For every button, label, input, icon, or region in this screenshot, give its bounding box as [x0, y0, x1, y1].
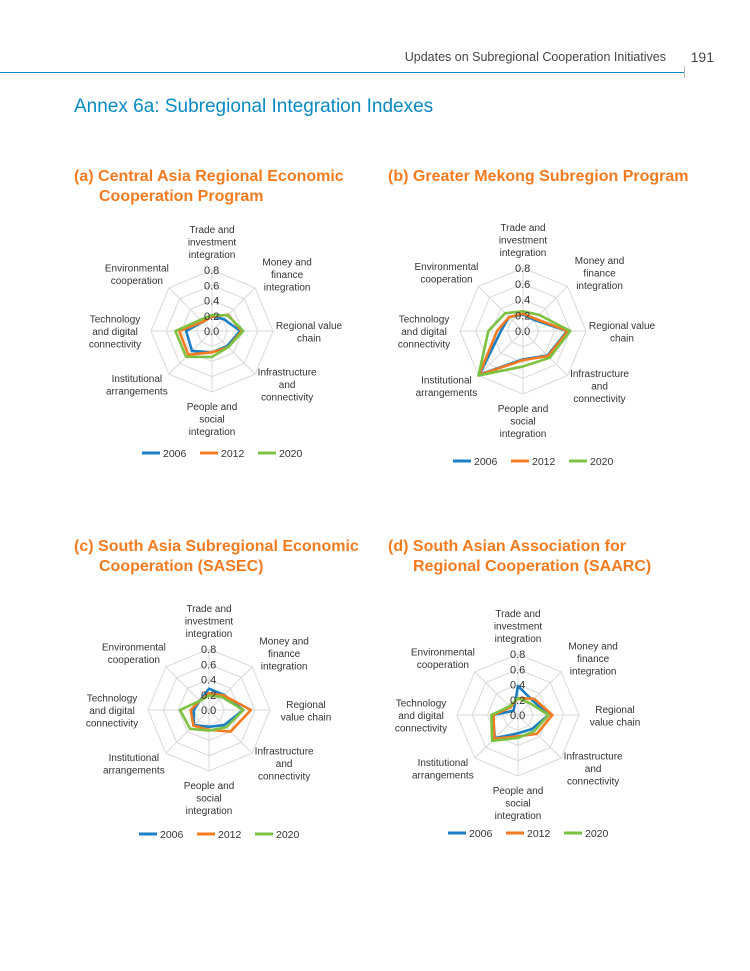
- axis-label: Infrastructure and connectivity: [570, 369, 630, 406]
- legend-label-2006: 2006: [163, 448, 187, 460]
- legend-label-2006: 2006: [469, 828, 493, 840]
- tick-label: 0.2: [510, 694, 526, 707]
- axis-label: Trade and investment integration: [498, 223, 548, 259]
- axis-label: Institutional arrangements: [412, 757, 474, 782]
- axis-label: Infrastructure and connectivity: [254, 746, 314, 783]
- tick-label: 0.0: [515, 326, 531, 338]
- tick-label: 0.8: [204, 265, 220, 277]
- panel-d-title-line2: Regional Cooperation (SAARC): [413, 558, 652, 575]
- tick-label: 0.8: [201, 644, 217, 656]
- tick-label: 0.4: [510, 679, 526, 692]
- tick-label: 0.2: [515, 310, 531, 323]
- axis-label: Institutional arrangements: [415, 375, 478, 399]
- legend-label-2012: 2012: [532, 456, 556, 468]
- tick-label: 0.0: [204, 326, 220, 338]
- tick-label: 0.8: [515, 263, 531, 275]
- tick-label: 0.4: [204, 295, 220, 308]
- radar-chart-c: [86, 604, 331, 841]
- legend-label-2020: 2020: [279, 448, 303, 460]
- panel-d-title-line1: South Asian Association for: [412, 538, 626, 555]
- axis-label: Technology and digital connectivity: [85, 693, 139, 730]
- legend: [142, 448, 303, 460]
- axis-label: Environmental cooperation: [414, 262, 479, 286]
- axis-label: Trade and investment integration: [184, 604, 234, 640]
- axis-label: People and social integration: [492, 786, 544, 822]
- legend-label-2006: 2006: [160, 829, 184, 841]
- tick-label: 0.2: [201, 689, 217, 702]
- legend: [139, 829, 300, 841]
- panel-d-label: (d): [388, 538, 409, 555]
- axis-label: Money and finance integration: [568, 641, 618, 678]
- axis-label: Regional value chain: [588, 320, 656, 345]
- panel-c-label: (c): [74, 538, 94, 555]
- axis-label: People and social integration: [497, 404, 549, 440]
- panel-c-title-line2: Cooperation (SASEC): [99, 558, 264, 575]
- legend-label-2020: 2020: [590, 456, 614, 468]
- legend-label-2006: 2006: [474, 456, 498, 468]
- axis-label: People and social integration: [183, 781, 235, 817]
- tick-label: 0.2: [204, 310, 220, 323]
- axis-label: Regional value chain: [589, 704, 641, 729]
- axis-label: Institutional arrangements: [106, 373, 168, 398]
- panel-b-title-line1: Greater Mekong Subregion Program: [412, 168, 689, 185]
- axis-label: Environmental cooperation: [410, 647, 475, 672]
- axis-label: Technology and digital connectivity: [394, 698, 448, 735]
- axis-label: Technology and digital connectivity: [397, 314, 451, 351]
- axis-label: Money and finance integration: [574, 255, 625, 292]
- legend-label-2012: 2012: [527, 828, 551, 840]
- axis-label: Environmental cooperation: [104, 263, 169, 288]
- legend-label-2020: 2020: [276, 829, 300, 841]
- axis-label: Regional value chain: [275, 320, 343, 345]
- page-number: 191: [690, 49, 714, 65]
- panel-b-label: (b): [388, 168, 409, 185]
- legend: [448, 828, 609, 840]
- axis-label: Technology and digital connectivity: [88, 314, 142, 351]
- annex-title: Annex 6a: Subregional Integration Indexes: [74, 96, 434, 117]
- legend-label-2020: 2020: [585, 828, 609, 840]
- axis-label: Regional value chain: [280, 699, 332, 724]
- axis-label: Institutional arrangements: [103, 752, 165, 777]
- axis-label: Infrastructure and connectivity: [257, 367, 317, 404]
- tick-label: 0.6: [201, 659, 217, 672]
- running-title: Updates on Subregional Cooperation Initiatives: [404, 50, 666, 64]
- axis-label: Infrastructure and connectivity: [563, 751, 623, 788]
- axis-label: Trade and investment integration: [493, 609, 543, 645]
- tick-label: 0.6: [510, 664, 526, 677]
- axis-label: Money and finance integration: [262, 257, 312, 294]
- axis-label: Money and finance integration: [259, 636, 309, 673]
- tick-label: 0.8: [510, 649, 526, 661]
- axis-label: Trade and investment integration: [187, 225, 237, 261]
- tick-label: 0.4: [201, 674, 217, 687]
- legend-label-2012: 2012: [218, 829, 242, 841]
- tick-label: 0.4: [515, 294, 531, 307]
- tick-label: 0.0: [510, 710, 526, 722]
- axis-label: Environmental cooperation: [101, 642, 166, 667]
- panel-a-label: (a): [74, 168, 94, 185]
- axis-label: People and social integration: [186, 402, 238, 438]
- tick-label: 0.6: [204, 280, 220, 293]
- panel-c-title-line1: South Asia Subregional Economic: [98, 538, 359, 555]
- panel-a-title-line1: Central Asia Regional Economic: [98, 168, 344, 185]
- tick-label: 0.6: [515, 278, 531, 291]
- radar-chart-a: [89, 225, 343, 460]
- radar-chart-b: [398, 223, 656, 468]
- legend-label-2012: 2012: [221, 448, 245, 460]
- tick-label: 0.0: [201, 705, 217, 717]
- legend: [453, 456, 614, 468]
- radar-chart-d: [395, 609, 640, 840]
- panel-a-title-line2: Cooperation Program: [99, 188, 264, 205]
